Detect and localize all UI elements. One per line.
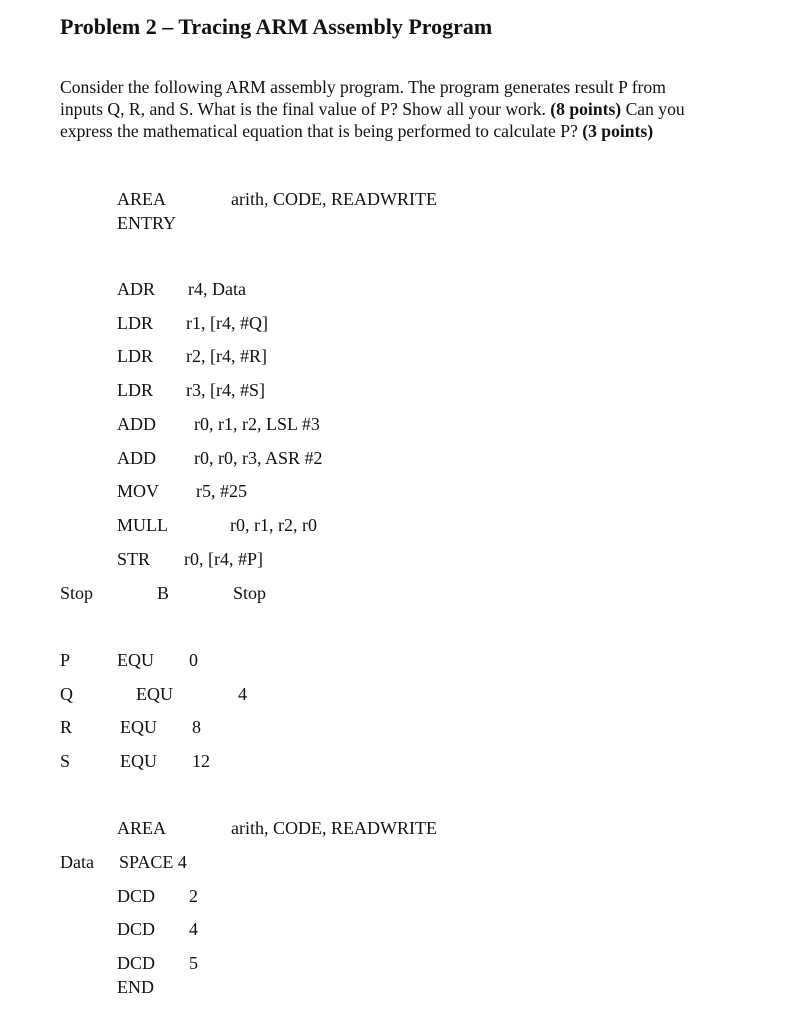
instruction-operands: r5, #25 bbox=[196, 481, 247, 501]
entry-directive: ENTRY bbox=[117, 213, 177, 233]
area-directive: AREA bbox=[117, 818, 166, 838]
space-directive: SPACE 4 bbox=[119, 852, 187, 872]
instruction-operands: r0, [r4, #P] bbox=[184, 549, 263, 569]
equ-directive: EQU bbox=[136, 684, 173, 704]
instruction-opcode: LDR bbox=[117, 380, 153, 400]
statement-text: inputs Q, R, and S. What is the final value of P? Show all your work. bbox=[60, 99, 551, 119]
equ-symbol: P bbox=[60, 650, 71, 670]
equ-symbol: Q bbox=[60, 684, 73, 704]
instruction-opcode: LDR bbox=[117, 346, 153, 366]
statement-line-2 bbox=[60, 98, 760, 120]
equ-symbol: R bbox=[60, 717, 73, 737]
points-label: (3 points) bbox=[582, 121, 654, 141]
end-directive: END bbox=[117, 977, 154, 997]
code-label: Stop bbox=[60, 583, 94, 603]
statement-text: Can you bbox=[621, 99, 685, 119]
statement-text: Consider the following ARM assembly program. The program generates result P from bbox=[60, 77, 666, 97]
instruction-opcode: ADD bbox=[117, 448, 156, 468]
instruction-opcode: MULL bbox=[117, 515, 168, 535]
instruction-operands: r0, r1, r2, LSL #3 bbox=[194, 414, 320, 434]
equ-symbol: S bbox=[60, 751, 71, 771]
equ-value: 12 bbox=[192, 751, 210, 771]
equ-directive: EQU bbox=[120, 751, 157, 771]
area-arguments: arith, CODE, READWRITE bbox=[231, 189, 437, 209]
instruction-operands: r2, [r4, #R] bbox=[186, 346, 267, 366]
instruction-operands: r4, Data bbox=[188, 279, 246, 299]
dcd-value: 2 bbox=[189, 886, 198, 906]
instruction-opcode: LDR bbox=[117, 313, 153, 333]
problem-statement bbox=[60, 76, 760, 142]
dcd-directive: DCD bbox=[117, 886, 156, 906]
instruction-opcode: STR bbox=[117, 549, 151, 569]
instruction-operands: Stop bbox=[233, 583, 267, 603]
instruction-opcode: ADR bbox=[117, 279, 156, 299]
points-label: (8 points) bbox=[550, 99, 622, 119]
equ-directive: EQU bbox=[120, 717, 157, 737]
instruction-opcode: MOV bbox=[117, 481, 160, 501]
instruction-operands: r0, r1, r2, r0 bbox=[230, 515, 317, 535]
instruction-opcode: B bbox=[157, 583, 170, 603]
data-label: Data bbox=[60, 852, 94, 872]
instruction-operands: r3, [r4, #S] bbox=[186, 380, 265, 400]
dcd-directive: DCD bbox=[117, 919, 156, 939]
dcd-directive: DCD bbox=[117, 953, 156, 973]
equ-directive: EQU bbox=[117, 650, 154, 670]
dcd-value: 5 bbox=[189, 953, 198, 973]
statement-text: express the mathematical equation that is being performed to calculate P? bbox=[60, 121, 583, 141]
area-arguments: arith, CODE, READWRITE bbox=[231, 818, 437, 838]
instruction-opcode: ADD bbox=[117, 414, 156, 434]
area-directive: AREA bbox=[117, 189, 166, 209]
equ-value: 0 bbox=[189, 650, 198, 670]
dcd-value: 4 bbox=[189, 919, 198, 939]
equ-value: 4 bbox=[238, 684, 247, 704]
instruction-operands: r0, r0, r3, ASR #2 bbox=[194, 448, 323, 468]
instruction-operands: r1, [r4, #Q] bbox=[186, 313, 268, 333]
statement-line-3 bbox=[60, 120, 760, 142]
statement-line-1 bbox=[60, 76, 760, 98]
equ-value: 8 bbox=[192, 717, 201, 737]
problem-title: Problem 2 – Tracing ARM Assembly Program bbox=[60, 14, 493, 39]
